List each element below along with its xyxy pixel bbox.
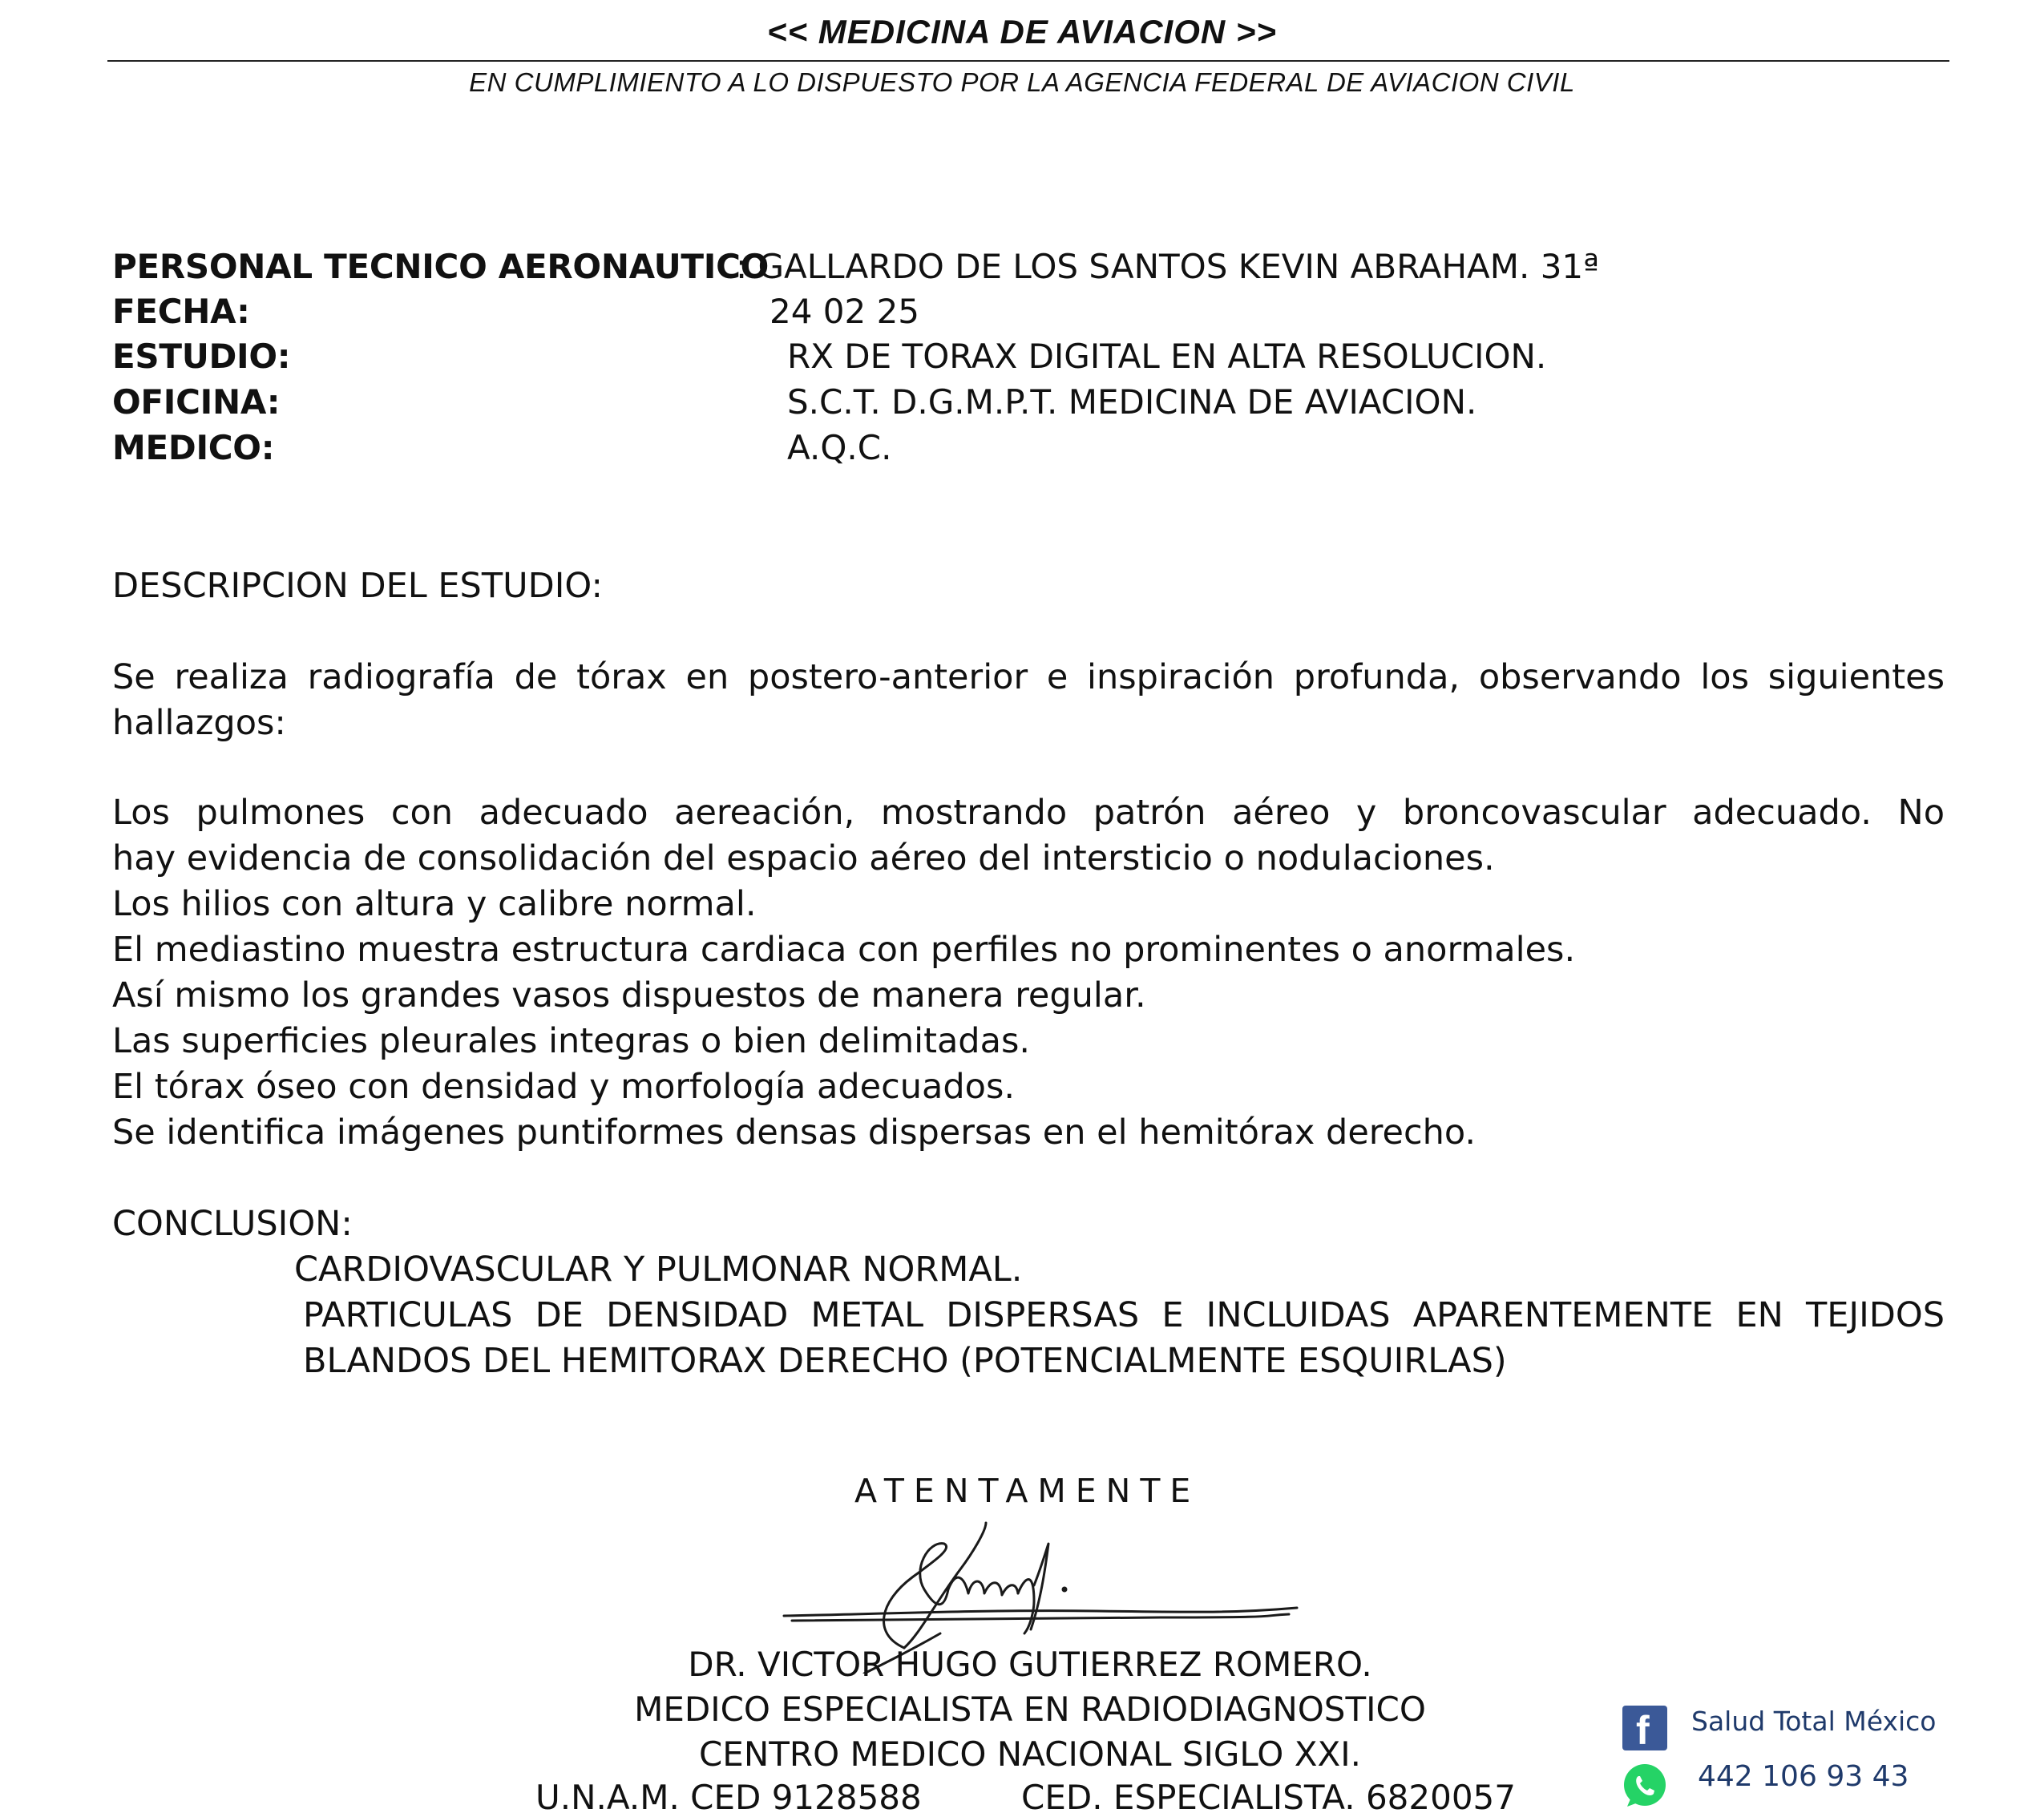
personal-label: PERSONAL TECNICO AERONAUTICO: [112, 247, 770, 286]
conclusion-2-line-1: PARTICULAS DE DENSIDAD METAL DISPERSAS E INCLUIDAS APARENTEMENTE EN TEJIDOS: [303, 1295, 1945, 1335]
finding-3: El mediastino muestra estructura cardiaca con perfiles no prominentes o anormales.: [112, 930, 1576, 970]
personal-value: : GALLARDO DE LOS SANTOS KEVIN ABRAHAM. 31ª: [736, 247, 1599, 286]
finding-1-line-2: hay evidencia de consolidación del espacio aéreo del intersticio o nodulaciones.: [112, 838, 1495, 878]
intro-line-1: Se realiza radiografía de tórax en postero-anterior e inspiración profunda, observando los siguientes: [112, 657, 1945, 697]
doctor-name: DR. VICTOR HUGO GUTIERREZ ROMERO.: [688, 1645, 1372, 1684]
finding-2: Los hilios con altura y calibre normal.: [112, 884, 757, 924]
conclusion-1: CARDIOVASCULAR Y PULMONAR NORMAL.: [294, 1250, 1023, 1290]
finding-6: El tórax óseo con densidad y morfología adecuados.: [112, 1067, 1016, 1107]
document-subtitle: EN CUMPLIMIENTO A LO DISPUESTO POR LA AGENCIA FEDERAL DE AVIACION CIVIL: [469, 67, 1575, 97]
whatsapp-icon: [1619, 1760, 1670, 1811]
facebook-icon: f: [1622, 1706, 1667, 1750]
finding-5: Las superficies pleurales integras o bien delimitadas.: [112, 1021, 1031, 1061]
closing-text: ATENTAMENTE: [854, 1472, 1201, 1510]
doctor-specialty: MEDICO ESPECIALISTA EN RADIODIAGNOSTICO: [634, 1690, 1426, 1729]
description-heading: DESCRIPCION DEL ESTUDIO:: [112, 566, 603, 606]
oficina-label: OFICINA:: [112, 382, 281, 422]
fecha-value: 24 02 25: [770, 292, 920, 331]
conclusion-2-line-2: BLANDOS DEL HEMITORAX DERECHO (POTENCIALMENTE ESQUIRLAS): [303, 1341, 1507, 1381]
cedula-unam: U.N.A.M. CED 9128588: [535, 1778, 922, 1817]
estudio-value: RX DE TORAX DIGITAL EN ALTA RESOLUCION.: [787, 337, 1547, 376]
medico-label: MEDICO:: [112, 428, 275, 467]
finding-7: Se identifica imágenes puntiformes densas dispersas en el hemitórax derecho.: [112, 1112, 1476, 1153]
estudio-label: ESTUDIO:: [112, 337, 291, 376]
fecha-label: FECHA:: [112, 292, 250, 331]
finding-4: Así mismo los grandes vasos dispuestos de manera regular.: [112, 975, 1146, 1016]
intro-line-2: hallazgos:: [112, 703, 286, 743]
phone-number: 442 106 93 43: [1698, 1760, 1909, 1793]
finding-1-line-1: Los pulmones con adecuado aereación, mostrando patrón aéreo y broncovascular adecuado. No: [112, 793, 1945, 833]
cedula-especialista: CED. ESPECIALISTA. 6820057: [1021, 1778, 1516, 1817]
facebook-page-name: Salud Total México: [1691, 1706, 1937, 1737]
header-divider: [107, 60, 1949, 62]
document-title: << MEDICINA DE AVIACION >>: [767, 13, 1277, 50]
conclusion-heading: CONCLUSION:: [112, 1204, 353, 1244]
doctor-institution: CENTRO MEDICO NACIONAL SIGLO XXI.: [698, 1734, 1362, 1774]
oficina-value: S.C.T. D.G.M.P.T. MEDICINA DE AVIACION.: [787, 382, 1477, 422]
medico-value: A.Q.C.: [787, 428, 892, 467]
